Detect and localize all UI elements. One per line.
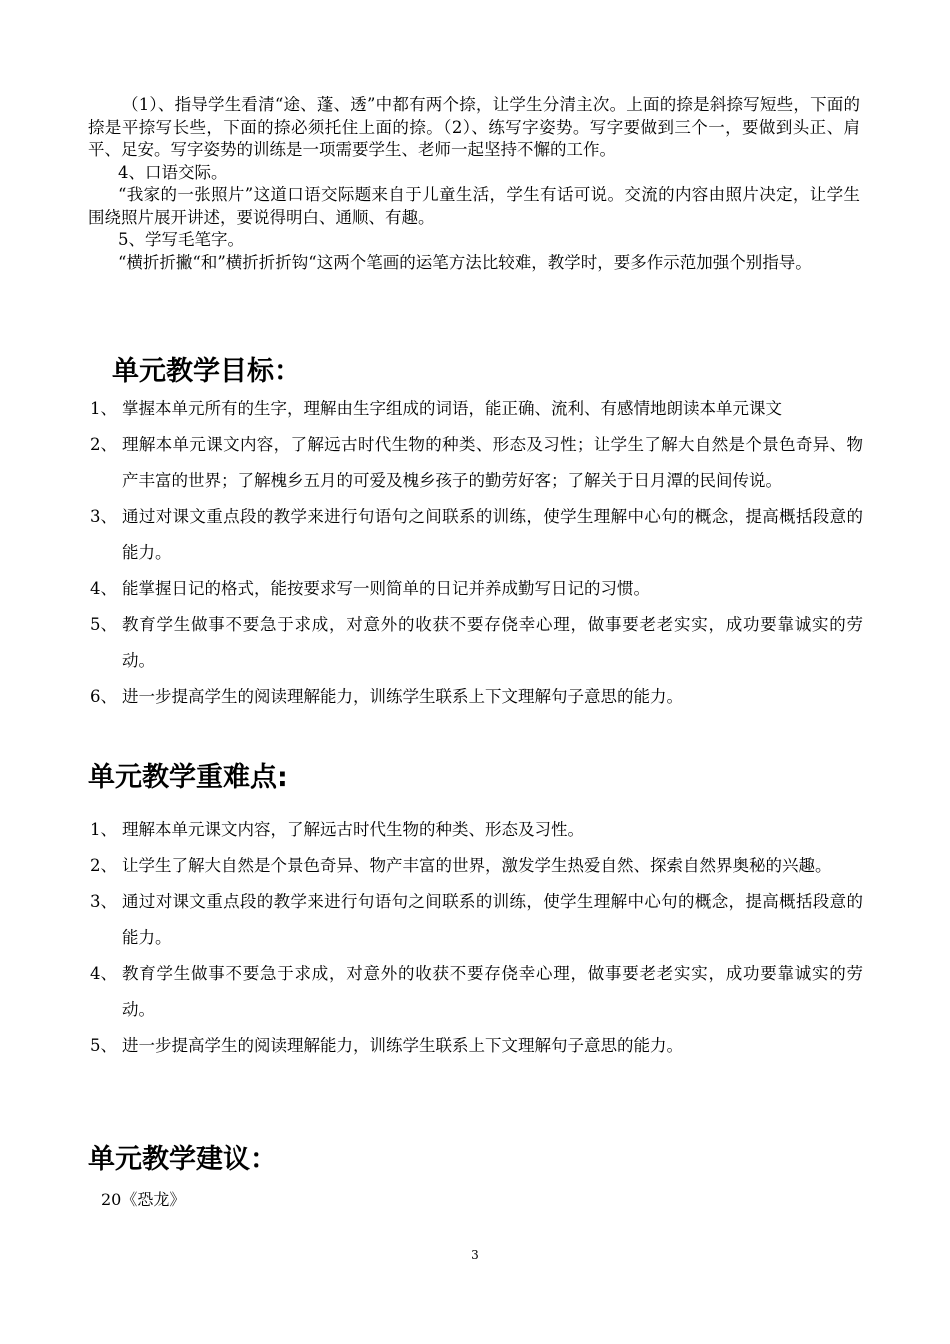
list-item-number: 4、	[90, 964, 117, 983]
list-item-text: 教育学生做事不要急于求成，对意外的收获不要存侥幸心理，做事要老老实实，成功要靠诚实的劳动。	[122, 615, 863, 670]
list-item	[88, 391, 863, 427]
list-item-number: 3、	[90, 892, 117, 911]
key-points-list	[88, 812, 863, 1064]
list-item-text: 掌握本单元所有的生字，理解由生字组成的词语，能正确、流利、有感情地朗读本单元课文	[122, 399, 782, 418]
section-title-goals: 单元教学目标：	[112, 356, 301, 387]
lesson-title: 20《恐龙》	[101, 1190, 186, 1209]
list-item-number: 5、	[90, 615, 117, 634]
list-item	[88, 848, 863, 884]
list-item-text: 进一步提高学生的阅读理解能力，训练学生联系上下文理解句子意思的能力。	[122, 687, 683, 706]
list-item-number: 4、	[90, 579, 117, 598]
list-item-text: 通过对课文重点段的教学来进行句语句之间联系的训练，使学生理解中心句的概念，提高概括段意的能力。	[122, 892, 863, 947]
list-item-number: 1、	[90, 820, 117, 839]
list-item	[88, 571, 863, 607]
list-item-text: 能掌握日记的格式，能按要求写一则简单的日记并养成勤写日记的习惯。	[122, 579, 650, 598]
list-item-number: 3、	[90, 507, 117, 526]
list-item	[88, 607, 863, 679]
list-item	[88, 679, 863, 715]
list-item-text: 理解本单元课文内容，了解远古时代生物的种类、形态及习性。	[122, 820, 584, 839]
intro-heading-oral: 4、口语交际。	[118, 162, 228, 182]
list-item	[88, 884, 863, 956]
list-item-number: 6、	[90, 687, 117, 706]
list-item-number: 2、	[90, 856, 117, 875]
list-item-number: 2、	[90, 435, 117, 454]
intro-heading-calligraphy: 5、学写毛笔字。	[118, 230, 244, 249]
list-item-number: 5、	[90, 1036, 117, 1055]
intro-paragraph-calligraphy: “横折折撇“和”横折折折钩“这两个笔画的运笔方法比较难，教学时，要多作示范加强个别指导。	[118, 252, 812, 272]
list-item	[88, 1028, 863, 1064]
list-item	[88, 956, 863, 1028]
section-title-key-points: 单元教学重难点:	[88, 762, 288, 793]
intro-paragraph-1: （1）、指导学生看清“途、蓬、透”中都有两个捺，让学生分清主次。上面的捺是斜捺写短些，下面的捺是平捺写长些，下面的捺必须托住上面的捺。（2）、练写字姿势。写字要做到三个一，要做到头正、肩平、足安。写字姿势的训练是一项需要学生、老师一起坚持不懈的工作。	[88, 95, 860, 159]
list-item	[88, 499, 863, 571]
list-item	[88, 427, 863, 499]
list-item	[88, 812, 863, 848]
list-item-text: 教育学生做事不要急于求成，对意外的收获不要存侥幸心理，做事要老老实实，成功要靠诚实的劳动。	[122, 964, 863, 1019]
list-item-text: 进一步提高学生的阅读理解能力，训练学生联系上下文理解句子意思的能力。	[122, 1036, 683, 1055]
intro-paragraph-oral: “我家的一张照片”这道口语交际题来自于儿童生活，学生有话可说。交流的内容由照片决定，让学生围绕照片展开讲述，要说得明白、通顺、有趣。	[88, 185, 860, 227]
list-item-text: 让学生了解大自然是个景色奇异、物产丰富的世界，激发学生热爱自然、探索自然界奥秘的兴趣。	[122, 856, 832, 875]
list-item-text: 理解本单元课文内容，了解远古时代生物的种类、形态及习性；让学生了解大自然是个景色奇异、物产丰富的世界；了解槐乡五月的可爱及槐乡孩子的勤劳好客；了解关于日月潭的民间传说。	[122, 435, 863, 490]
page-number: 3	[471, 1248, 479, 1262]
goals-list	[88, 391, 863, 715]
intro-block	[88, 94, 860, 274]
list-item-text: 通过对课文重点段的教学来进行句语句之间联系的训练，使学生理解中心句的概念，提高概括段意的能力。	[122, 507, 863, 562]
list-item-number: 1、	[90, 399, 117, 418]
section-title-suggestions: 单元教学建议：	[88, 1144, 277, 1175]
